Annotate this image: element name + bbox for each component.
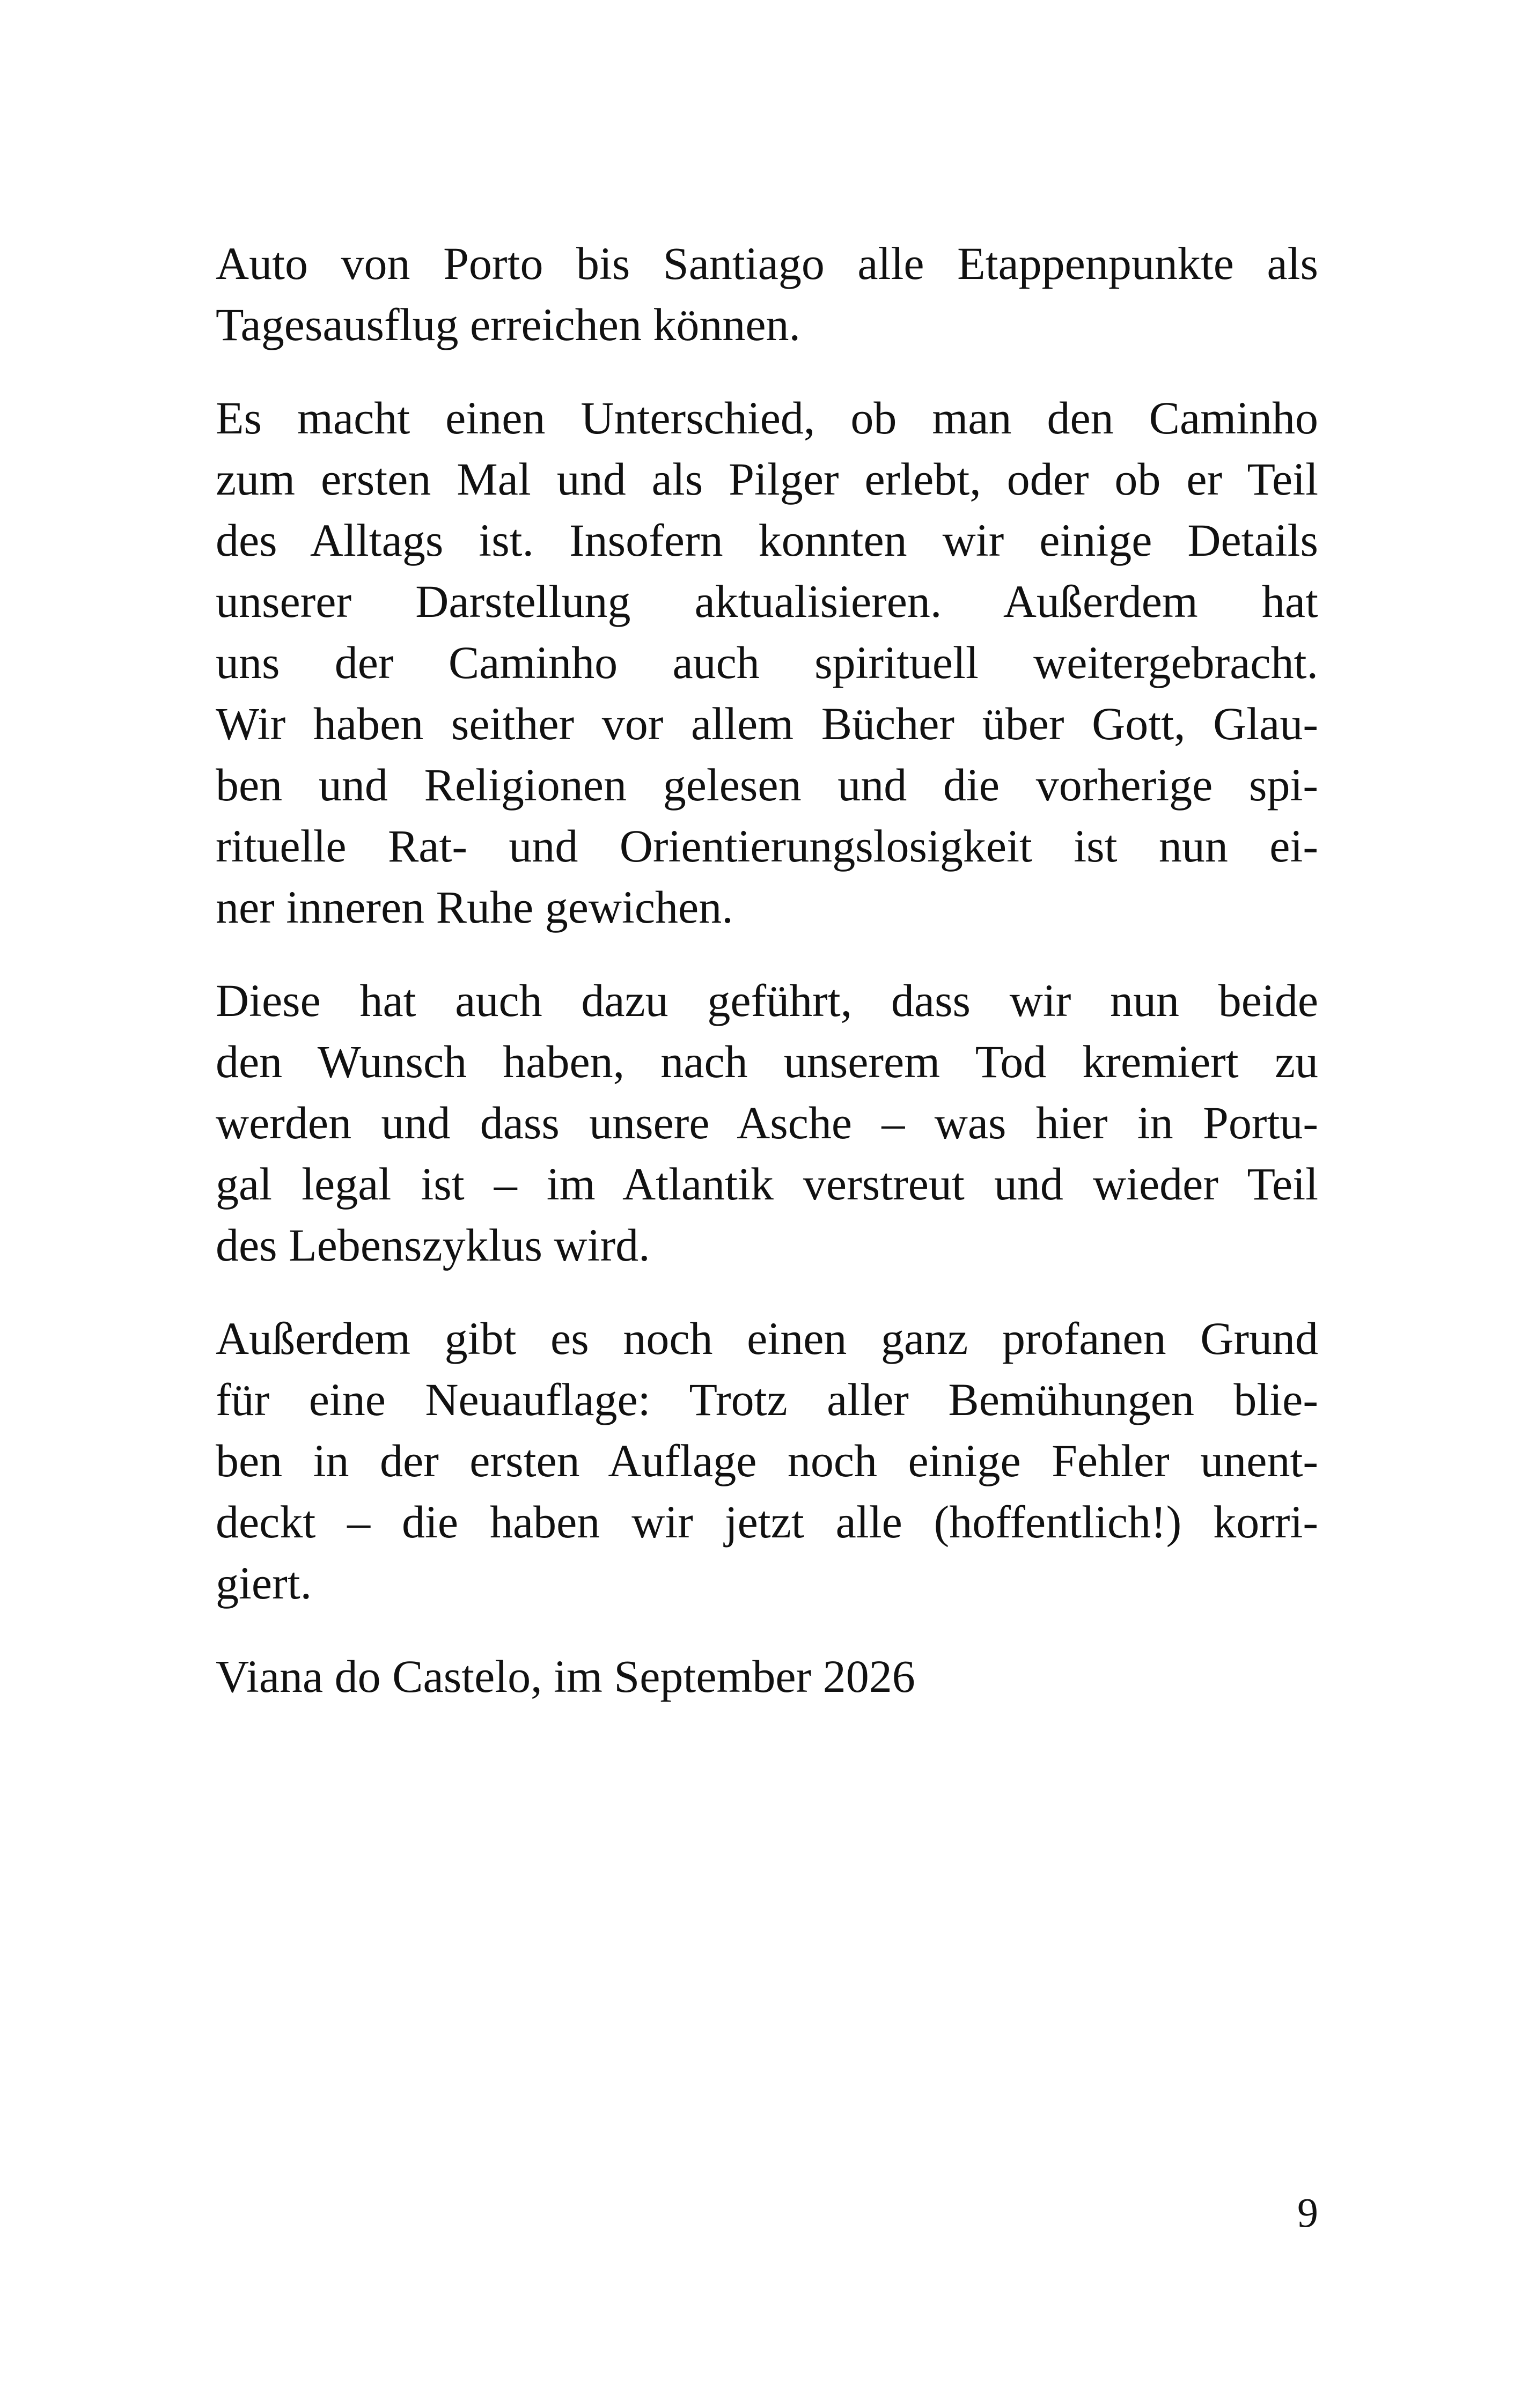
text-line: uns der Caminho auch spirituell weitergebracht.	[216, 637, 1318, 688]
text-line: des Alltags ist. Insofern konnten wir einige Details	[216, 514, 1318, 566]
body-text	[216, 233, 1318, 1739]
text-line: Es macht einen Unterschied, ob man den Caminho	[216, 392, 1318, 444]
text-line: ben in der ersten Auflage noch einige Fehler unent-	[216, 1435, 1318, 1486]
page-number: 9	[1297, 2189, 1318, 2236]
text-line: Tagesausflug erreichen können.	[216, 299, 801, 350]
text-line: Wir haben seither vor allem Bücher über Gott, Glau-	[216, 698, 1318, 749]
text-line: des Lebenszyklus wird.	[216, 1219, 650, 1271]
text-line: unserer Darstellung aktualisieren. Außerdem hat	[216, 576, 1318, 627]
place-date: Viana do Castelo, im September 2026	[216, 1651, 915, 1702]
signature-line	[216, 1646, 1318, 1707]
paragraph-3	[216, 970, 1318, 1276]
text-line: rituelle Rat- und Orientierungslosigkeit ist nun ei-	[216, 820, 1318, 872]
paragraph-4	[216, 1308, 1318, 1614]
text-line: den Wunsch haben, nach unserem Tod kremiert zu	[216, 1036, 1318, 1087]
text-line: zum ersten Mal und als Pilger erlebt, oder ob er Teil	[216, 453, 1318, 505]
paragraph-1	[216, 233, 1318, 355]
text-line: Außerdem gibt es noch einen ganz profanen Grund	[216, 1313, 1318, 1364]
text-line: Auto von Porto bis Santiago alle Etappenpunkte als	[216, 238, 1318, 289]
text-line: giert.	[216, 1557, 312, 1609]
text-line: ben und Religionen gelesen und die vorherige spi-	[216, 759, 1318, 811]
text-line: Diese hat auch dazu geführt, dass wir nun beide	[216, 975, 1318, 1026]
text-line: ner inneren Ruhe gewichen.	[216, 881, 733, 933]
paragraph-2	[216, 387, 1318, 938]
text-line: gal legal ist – im Atlantik verstreut und wieder Teil	[216, 1158, 1318, 1210]
text-line: deckt – die haben wir jetzt alle (hoffentlich!) korri-	[216, 1496, 1318, 1548]
text-line: für eine Neuauflage: Trotz aller Bemühungen blie-	[216, 1374, 1318, 1425]
text-line: werden und dass unsere Asche – was hier in Portu-	[216, 1097, 1318, 1148]
